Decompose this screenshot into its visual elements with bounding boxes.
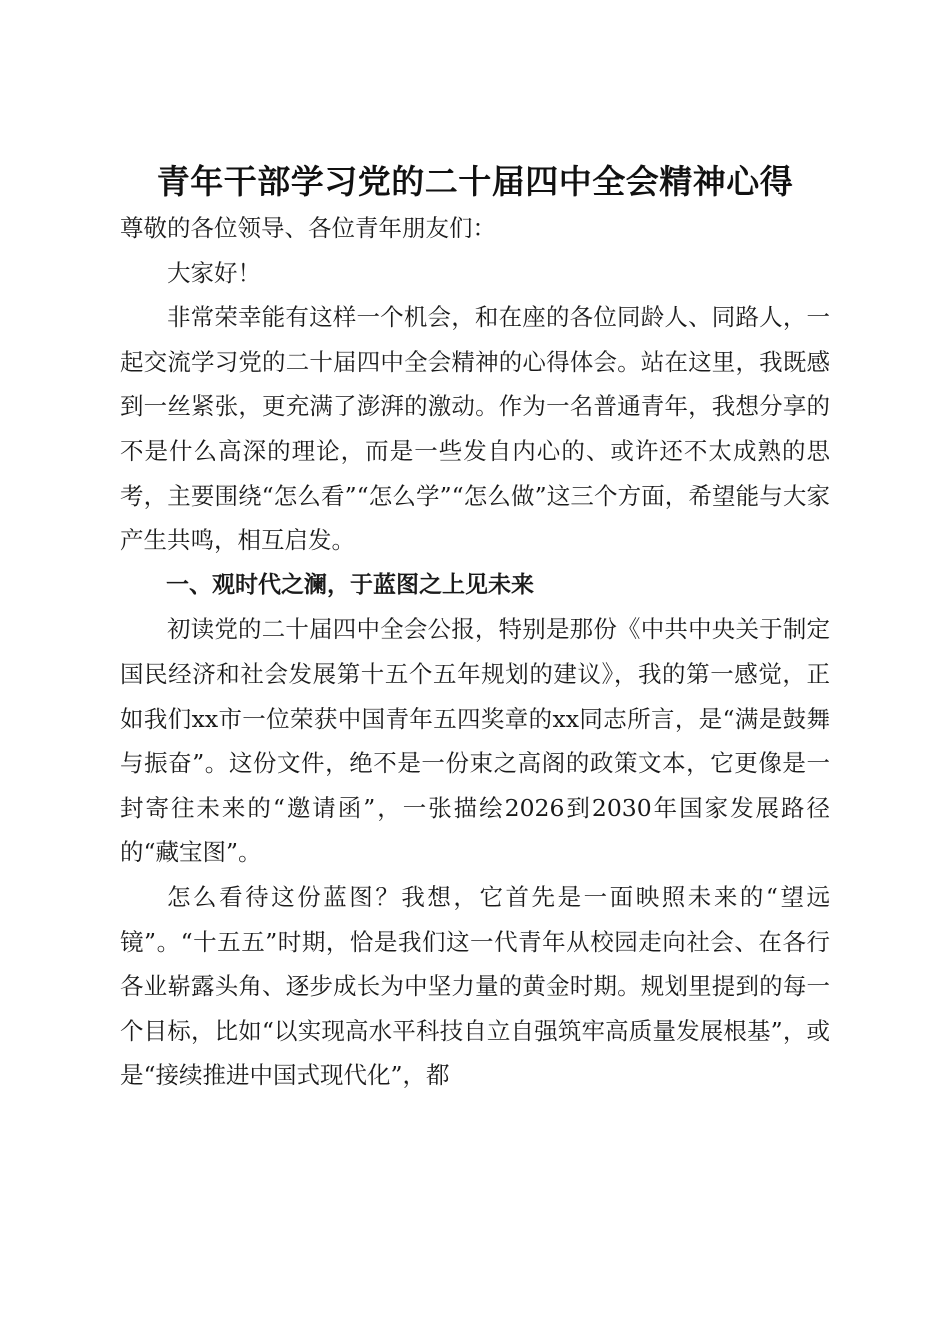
greeting: 大家好！	[167, 258, 261, 287]
document-title: 青年干部学习党的二十届四中全会精神心得	[156, 162, 794, 202]
section-1-paragraph-2: 怎么看待这份蓝图？我想，它首先是一面映照未来的“望远镜”。“十五五”时期，恰是我们这一代青年从校园走向社会、在各行各业崭露头角、逐步成长为中坚力量的黄金时期。规划里提到的每一个目标，比如“以实现高水平科技自立自强筑牢高质量发展根基”，或是“接续推进中国式现代化”，都	[120, 882, 830, 1090]
section-1-heading: 一、观时代之澜，于蓝图之上见未来	[166, 571, 534, 598]
intro-paragraph: 非常荣幸能有这样一个机会，和在座的各位同龄人、同路人，一起交流学习党的二十届四中全会精神的心得体会。站在这里，我既感到一丝紧张，更充满了澎湃的激动。作为一名普通青年，我想分享的不是什么高深的理论，而是一些发自内心的、或许还不太成熟的思考，主要围绕“怎么看”“怎么学”“怎么做”这三个方面，希望能与大家产生共鸣，相互启发。	[120, 303, 830, 555]
salutation: 尊敬的各位领导、各位青年朋友们：	[120, 214, 496, 242]
document-body	[120, 206, 830, 1098]
section-1-paragraph-1: 初读党的二十届四中全会公报，特别是那份《中共中央关于制定国民经济和社会发展第十五个五年规划的建议》，我的第一感觉，正如我们xx市一位荣获中国青年五四奖章的xx同志所言，是“满是鼓舞与振奋”。这份文件，绝不是一份束之高阁的政策文本，它更像是一封寄往未来的“邀请函”，一张描绘2026到2030年国家发展路径的“藏宝图”。	[120, 615, 830, 867]
